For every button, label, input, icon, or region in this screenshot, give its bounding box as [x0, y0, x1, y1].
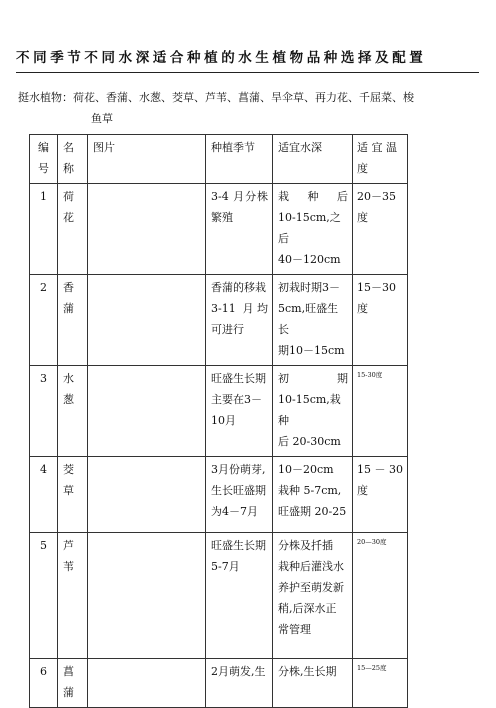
- intro-text-continued: 鱼草: [91, 112, 113, 125]
- plant-image-cell: [88, 275, 206, 366]
- water-depth: 栽 种 后 10-15cm,之后 40－120cm: [273, 184, 353, 275]
- row-number: 5: [30, 533, 58, 659]
- temperature: 15-30度: [353, 366, 408, 457]
- planting-season: 旺盛生长期 5-7月: [206, 533, 273, 659]
- planting-season: 旺盛生长期 主要在3－ 10月: [206, 366, 273, 457]
- plant-name: 芦苇: [58, 533, 88, 659]
- planting-season: 3-4 月分株 繁殖: [206, 184, 273, 275]
- table-row: [30, 184, 408, 275]
- planting-season: 香蒲的移栽 3-11 月均 可进行: [206, 275, 273, 366]
- water-depth: 分株及扦插 栽种后灌浅水 养护至萌发新 稍,后深水正 常管理: [273, 533, 353, 659]
- plant-image-cell: [88, 184, 206, 275]
- water-depth: 初 期 10-15cm,栽种 后 20-30cm: [273, 366, 353, 457]
- plant-name: 水葱: [58, 366, 88, 457]
- table-row: [30, 366, 408, 457]
- row-number: 1: [30, 184, 58, 275]
- plant-name: 菖蒲: [58, 659, 88, 708]
- table-row: [30, 533, 408, 659]
- water-depth: 10－20cm 栽种 5-7cm, 旺盛期 20-25: [273, 457, 353, 533]
- table-row: [30, 275, 408, 366]
- plant-image-cell: [88, 533, 206, 659]
- intro-paragraph: [18, 87, 466, 129]
- header-depth: 适宜水深: [273, 135, 353, 184]
- plant-image-cell: [88, 457, 206, 533]
- header-image: 图片: [88, 135, 206, 184]
- row-number: 2: [30, 275, 58, 366]
- header-name: 名称: [58, 135, 88, 184]
- water-depth: 分株,生长期: [273, 659, 353, 708]
- temperature: 15 － 30 度: [353, 457, 408, 533]
- header-number: 编 号: [30, 135, 58, 184]
- temperature: 15—25度: [353, 659, 408, 708]
- plant-name: 茭草: [58, 457, 88, 533]
- plant-name: 荷花: [58, 184, 88, 275]
- plant-image-cell: [88, 366, 206, 457]
- header-temperature: 适 宜 温 度: [353, 135, 408, 184]
- title-underline: [16, 72, 479, 73]
- intro-text: 挺水植物：荷花、香蒲、水葱、茭草、芦苇、菖蒲、旱伞草、再力花、千屈菜、梭: [18, 91, 414, 104]
- row-number: 3: [30, 366, 58, 457]
- header-season: 种植季节: [206, 135, 273, 184]
- plant-name: 香蒲: [58, 275, 88, 366]
- table-row: [30, 457, 408, 533]
- plant-table: [29, 134, 408, 708]
- planting-season: 3月份萌芽, 生长旺盛期 为4－7月: [206, 457, 273, 533]
- planting-season: 2月萌发,生: [206, 659, 273, 708]
- table-header-row: [30, 135, 408, 184]
- plant-image-cell: [88, 659, 206, 708]
- row-number: 6: [30, 659, 58, 708]
- row-number: 4: [30, 457, 58, 533]
- temperature: 20－35 度: [353, 184, 408, 275]
- temperature: 15－30 度: [353, 275, 408, 366]
- water-depth: 初栽时期3－ 5cm,旺盛生长 期10－15cm: [273, 275, 353, 366]
- temperature: 20—30度: [353, 533, 408, 659]
- document-title: 不同季节不同水深适合种植的水生植物品种选择及配置: [16, 50, 427, 66]
- table-row: [30, 659, 408, 708]
